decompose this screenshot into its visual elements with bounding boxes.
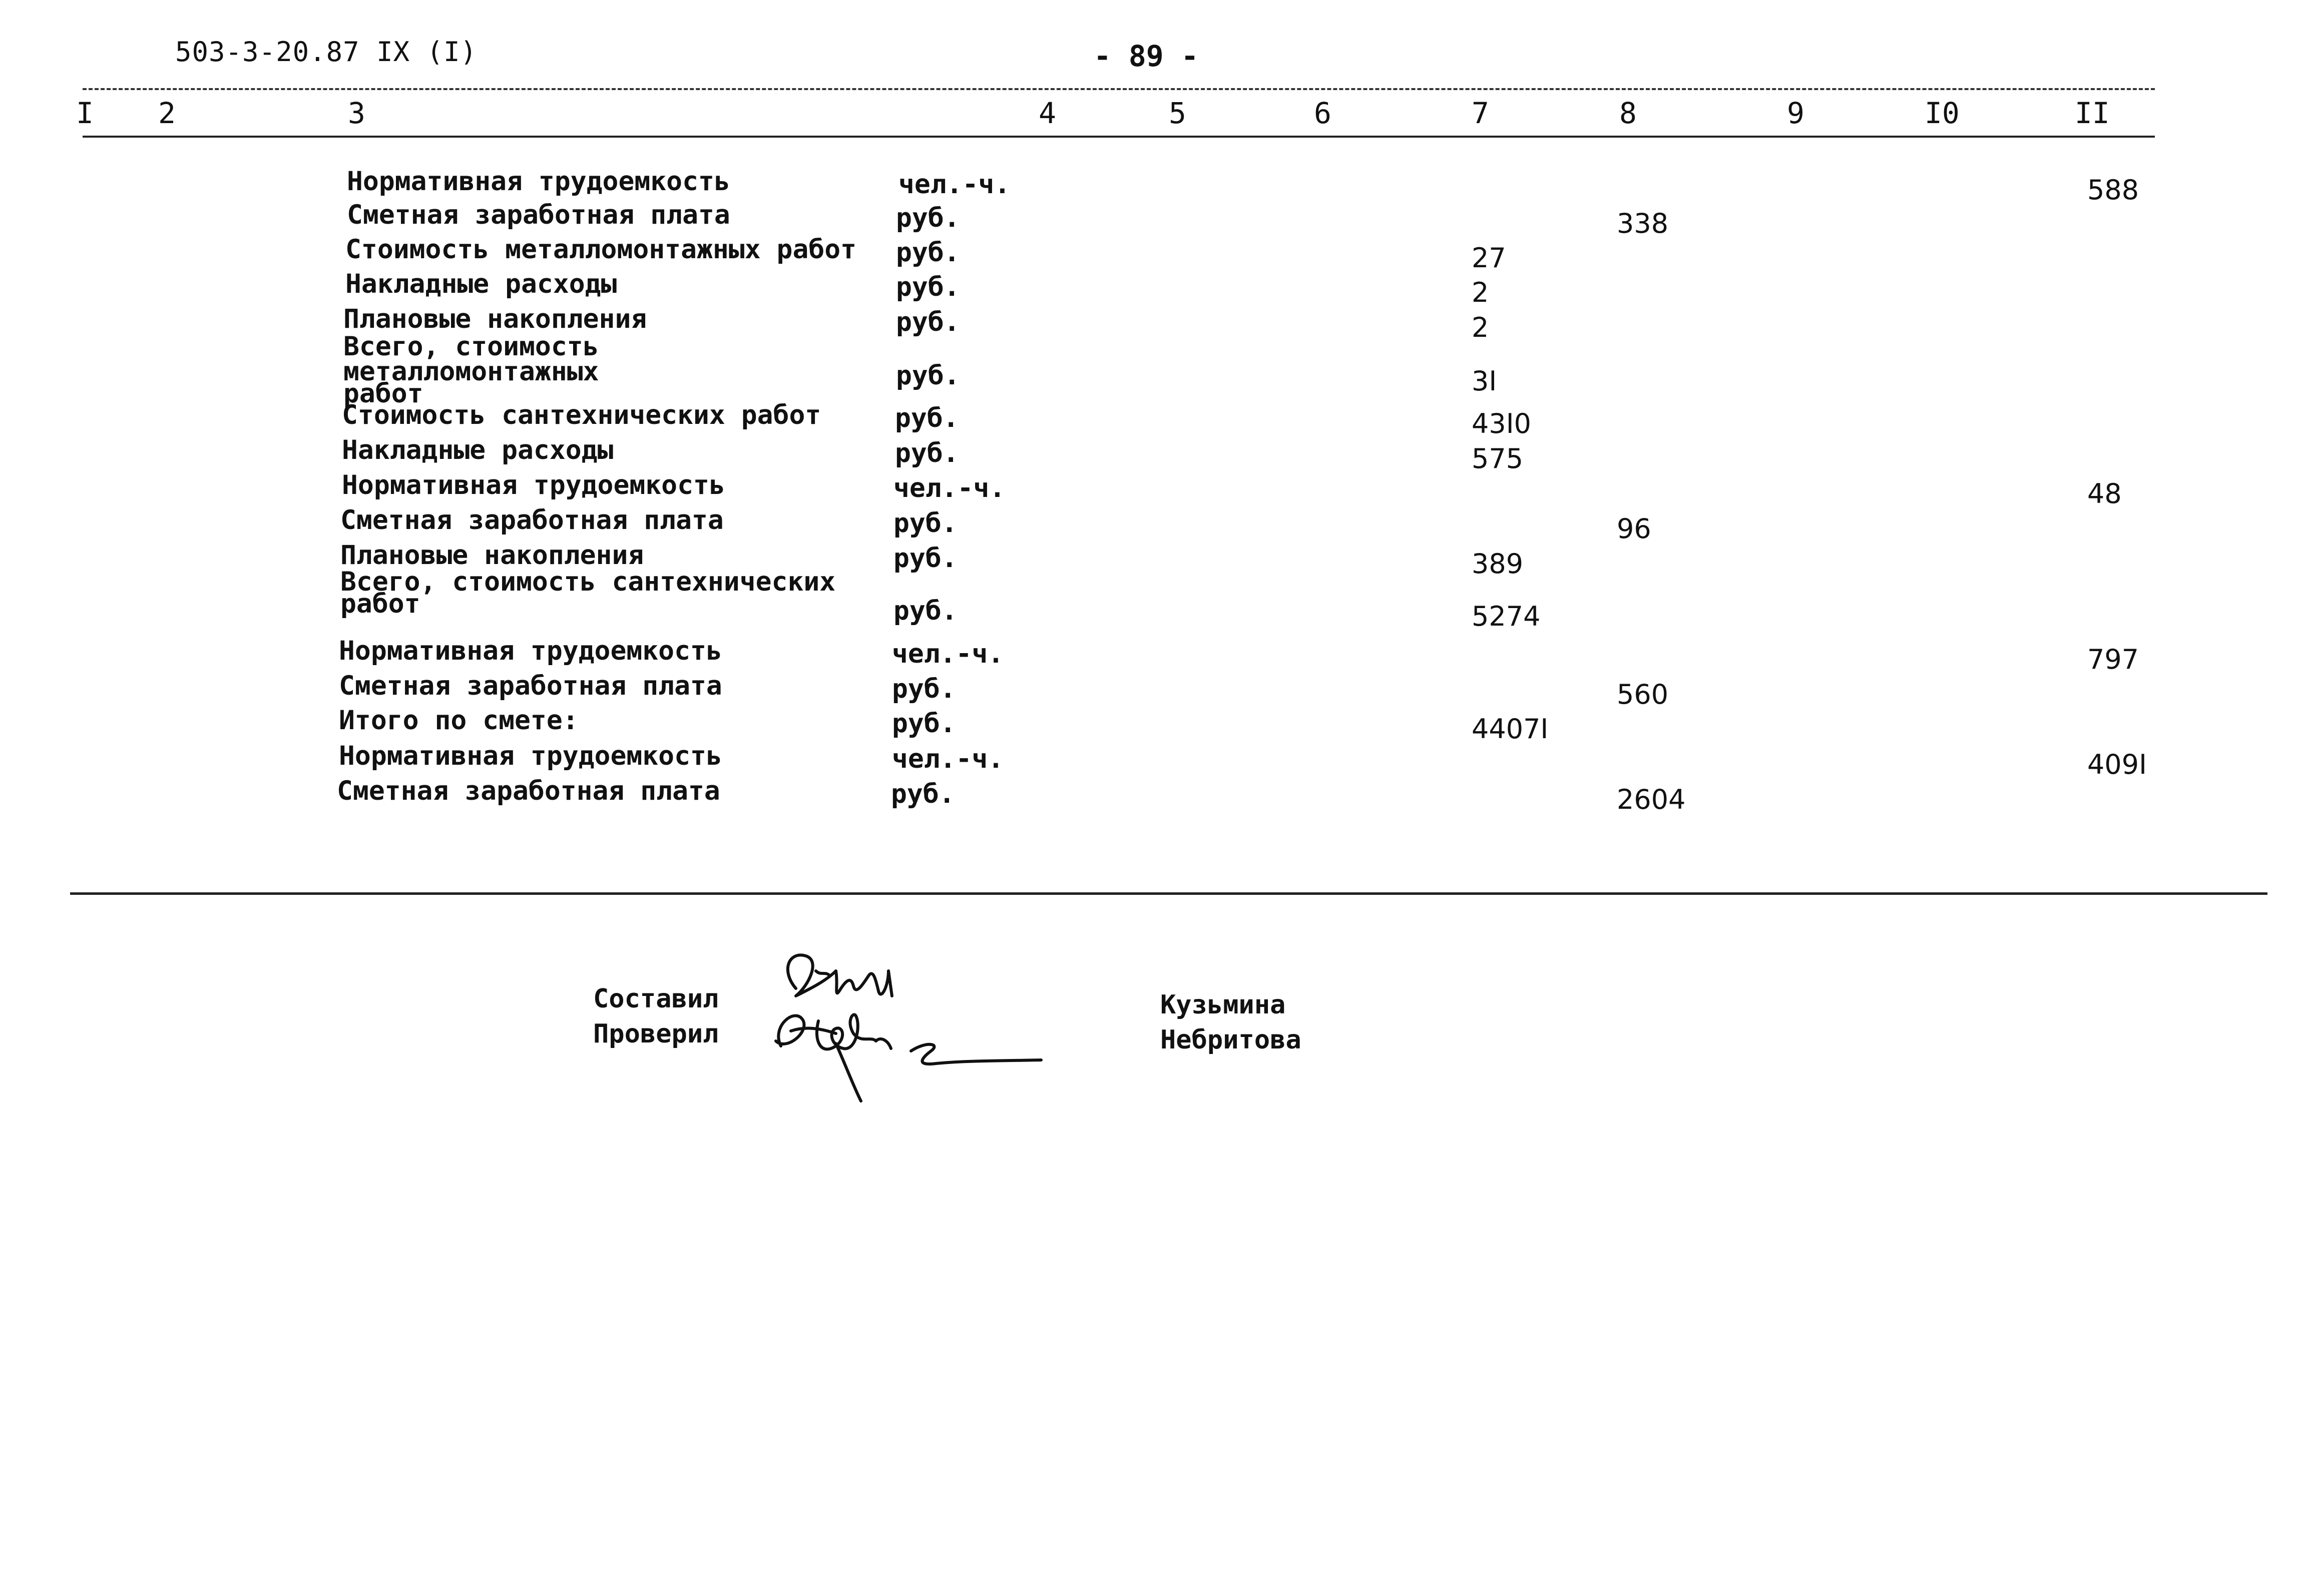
row-value-col11: 48 [2087, 478, 2122, 509]
row-value-col8: 338 [1617, 208, 1669, 239]
column-number-3: 3 [348, 96, 365, 130]
row-unit: руб. [896, 272, 960, 302]
row-unit: чел.-ч. [892, 744, 1004, 774]
row-value-col7: 575 [1472, 443, 1524, 474]
row-unit: руб. [892, 708, 956, 739]
column-number-7: 7 [1472, 96, 1489, 130]
column-number-10: I0 [1925, 96, 1960, 130]
column-number-6: 6 [1314, 96, 1331, 130]
column-number-2: 2 [158, 96, 176, 130]
table-bottom-rule [70, 892, 2267, 895]
row-unit: руб. [893, 543, 958, 574]
row-unit: руб. [893, 508, 958, 539]
page-number: - 89 - [1094, 39, 1199, 73]
row-unit: руб. [896, 203, 960, 233]
row-unit: руб. [891, 779, 955, 809]
row-value-col11: 797 [2087, 644, 2139, 675]
row-unit: руб. [895, 403, 959, 433]
row-unit: руб. [896, 237, 960, 268]
column-number-1: I [76, 96, 94, 130]
row-value-col8: 96 [1617, 513, 1651, 545]
compiled-by-name: Кузьмина [1160, 990, 1286, 1020]
row-unit: чел.-ч. [893, 473, 1006, 503]
row-value-col7: 389 [1472, 548, 1524, 580]
row-unit: чел.-ч. [892, 639, 1004, 669]
column-number-5: 5 [1169, 96, 1186, 130]
row-value-col7: 27 [1472, 242, 1506, 274]
row-value-col7: 2 [1472, 277, 1489, 308]
column-header-rule [83, 136, 2155, 138]
document-code: 503-3-20.87 IX (I) [175, 36, 478, 68]
row-label: Накладные расходы [342, 435, 614, 465]
row-unit: руб. [892, 674, 956, 704]
row-label: Плановые накопления [340, 540, 644, 571]
column-number-9: 9 [1787, 96, 1804, 130]
row-value-col7: 3I [1472, 365, 1497, 397]
row-value-col7: 2 [1472, 312, 1489, 343]
row-value-col7: 43I0 [1472, 408, 1531, 439]
row-label: Сметная заработная плата [347, 200, 730, 230]
row-label: Стоимость сантехнических работ [342, 400, 821, 430]
row-label: Нормативная трудоемкость [339, 741, 722, 771]
row-label: Всего, стоимость сантехнических работ [340, 567, 836, 619]
row-label: Сметная заработная плата [337, 776, 720, 806]
checked-by-name: Небритова [1160, 1025, 1301, 1055]
row-label: Итого по смете: [339, 705, 579, 736]
row-label: Накладные расходы [345, 269, 617, 299]
column-number-4: 4 [1039, 96, 1056, 130]
handwritten-signature [761, 941, 1081, 1106]
column-number-11: II [2075, 96, 2110, 130]
row-value-col7: 5274 [1472, 601, 1541, 632]
row-value-col11: 588 [2087, 174, 2139, 206]
row-unit: руб. [895, 438, 959, 468]
row-label: Сметная заработная плата [340, 505, 724, 536]
row-label: Плановые накопления [343, 304, 647, 334]
row-unit: руб. [896, 307, 960, 337]
column-number-8: 8 [1619, 96, 1637, 130]
row-value-col8: 2604 [1617, 784, 1686, 815]
row-label: Стоимость металломонтажных работ [345, 234, 857, 265]
row-label: Нормативная трудоемкость [347, 166, 730, 197]
row-label: Сметная заработная плата [339, 671, 722, 701]
compiled-by-label: Составил [593, 984, 719, 1014]
row-label: Нормативная трудоемкость [342, 470, 725, 500]
checked-by-label: Проверил [593, 1019, 719, 1049]
header-rule [83, 88, 2155, 90]
row-label: Нормативная трудоемкость [339, 636, 722, 666]
row-value-col7: 4407I [1472, 713, 1549, 745]
row-value-col8: 560 [1617, 679, 1669, 710]
row-unit: чел.-ч. [898, 169, 1011, 200]
row-unit: руб. [893, 596, 958, 626]
row-label: Всего, стоимость металломонтажных работ [343, 331, 599, 409]
row-unit: руб. [896, 360, 960, 391]
row-value-col11: 409I [2087, 749, 2147, 780]
